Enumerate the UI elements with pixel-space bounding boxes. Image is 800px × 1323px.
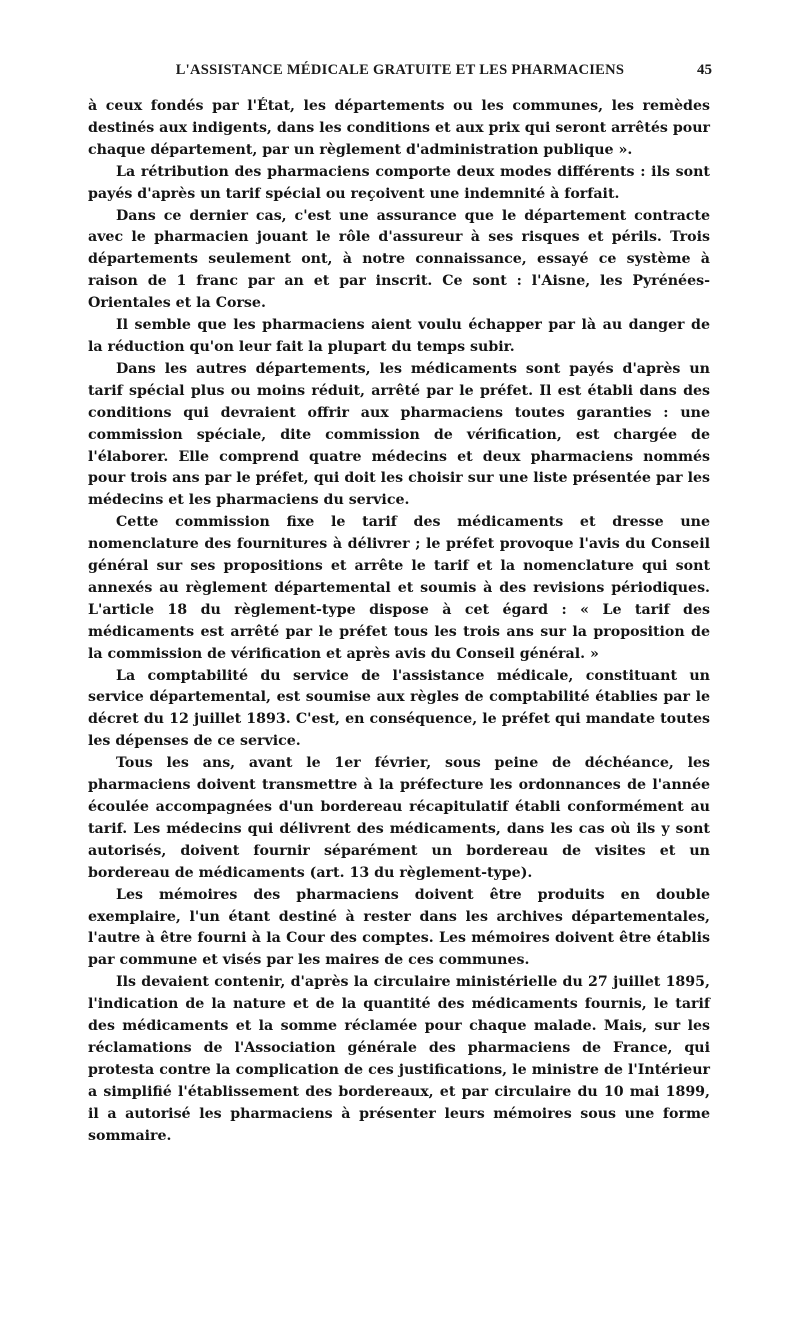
paragraph: Dans ce dernier cas, c'est une assurance que le département contracte avec le pharmacien jouant le rôle d'assureur à ses risques et périls. Trois départements seulement ont, à notre connaissance, essayé ce système à raison de 1 franc par an et par inscrit. Ce sont : l'Aisne, les Pyrénées-Orientales et la Corse. [88, 207, 710, 312]
running-title: L'ASSISTANCE MÉDICALE GRATUITE ET LES PHARMACIENS [175, 62, 625, 78]
paragraph: La comptabilité du service de l'assistance médicale, constituant un service départemental, est soumise aux règles de comptabilité établies par le décret du 12 juillet 1893. C'est, en conséquence, le préfet qui mandate toutes les dépenses de ce service. [88, 667, 710, 750]
body-text [88, 96, 710, 1148]
paragraph: Dans les autres départements, les médicaments sont payés d'après un tarif spécial plus ou moins réduit, arrêté par le préfet. Il est établi dans des conditions qui devraient offrir aux pharmaciens toutes garanties : une commission spéciale, dite commission de vérification, est chargée de l'élaborer. Elle comprend quatre médecins et deux pharmaciens nommés pour trois ans par le préfet, qui doit les choisir sur une liste présentée par les médecins et les pharmaciens du service. [88, 360, 710, 509]
paragraph: Ils devaient contenir, d'après la circulaire ministérielle du 27 juillet 1895, l'indication de la nature et de la quantité des médicaments fournis, le tarif des médicaments et la somme réclamée pour chaque malade. Mais, sur les réclamations de l'Association générale des pharmaciens de France, qui protesta contre la complication de ces justifications, le ministre de l'Intérieur a simplifié l'établissement des bordereaux, et par circulaire du 10 mai 1899, il a autorisé les pharmaciens à présenter leurs mémoires sous une forme sommaire. [88, 974, 710, 1144]
paragraph: Il semble que les pharmaciens aient voulu échapper par là au danger de la réduction qu'on leur fait la plupart du temps subir. [88, 317, 710, 355]
paragraph: Cette commission fixe le tarif des médicaments et dresse une nomenclature des fournitures à délivrer ; le préfet provoque l'avis du Conseil général sur ses propositions et arrête le tarif et la nomenclature qui sont annexés au règlement départemental et soumis à des revisions périodiques. L'article 18 du règlement-type dispose à cet égard : « Le tarif des médicaments est arrêté par le préfet tous les trois ans sur la proposition de la commission de vérification et après avis du Conseil général. » [88, 514, 710, 662]
page-number: 45 [697, 62, 712, 78]
paragraph: à ceux fondés par l'État, les départements ou les communes, les remèdes destinés aux indigents, dans les conditions et aux prix qui seront arrêtés pour chaque département, par un règlement d'administration publique ». [88, 98, 710, 158]
paragraph: Tous les ans, avant le 1er février, sous peine de déchéance, les pharmaciens doivent transmettre à la préfecture les ordonnances de l'année écoulée accompagnées d'un bordereau récapitulatif établi conformément au tarif. Les médecins qui délivrent des médicaments, dans les cas où ils y sont autorisés, doivent fournir séparément un bordereau de visites et un bordereau de médicaments (art. 13 du règlement-type). [88, 755, 710, 881]
paragraph: La rétribution des pharmaciens comporte deux modes différents : ils sont payés d'après un tarif spécial ou reçoivent une indemnité à forfait. [88, 163, 710, 202]
page-header [88, 62, 712, 84]
paragraph: Les mémoires des pharmaciens doivent être produits en double exemplaire, l'un étant destiné à rester dans les archives départementales, l'autre à être fourni à la Cour des comptes. Les mémoires doivent être établis par commune et visés par les maires de ces communes. [88, 886, 710, 969]
